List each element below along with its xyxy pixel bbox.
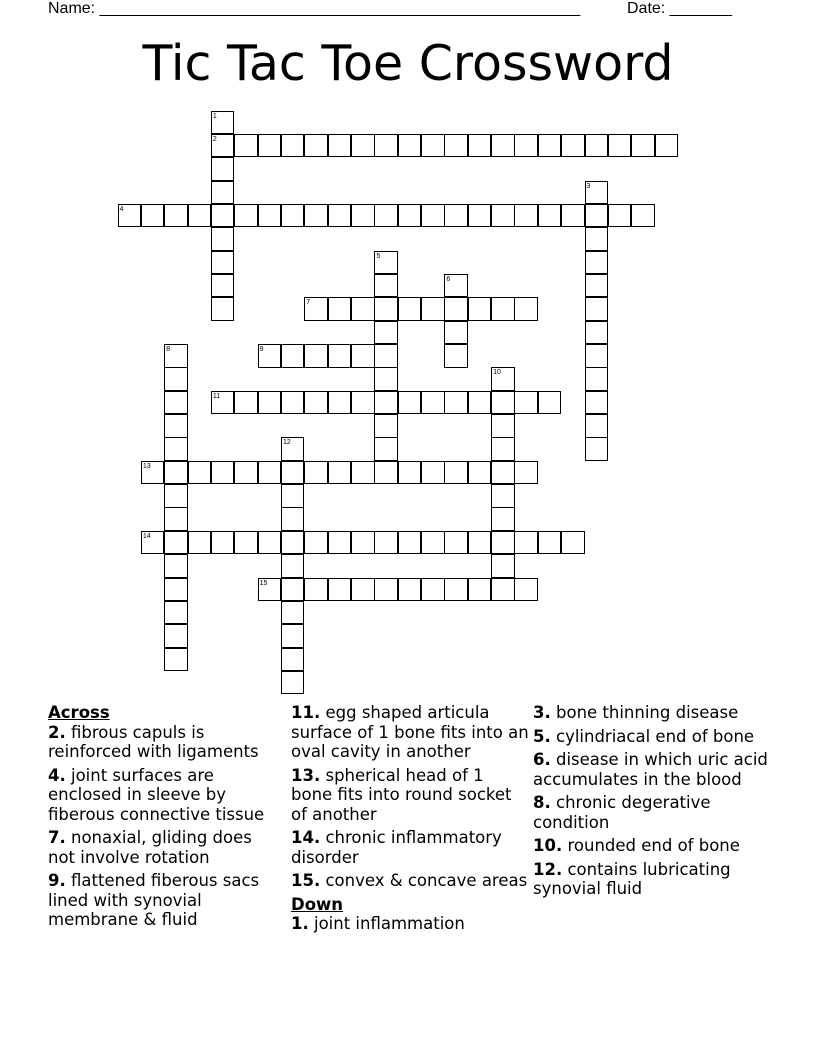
crossword-cell[interactable] [398, 391, 422, 415]
crossword-cell[interactable] [374, 578, 398, 602]
crossword-cell[interactable] [141, 204, 165, 228]
crossword-cell[interactable] [328, 391, 352, 415]
crossword-cell[interactable] [281, 671, 305, 695]
cell-number: 8 [166, 346, 171, 353]
crossword-cell[interactable] [491, 531, 515, 555]
crossword-cell[interactable] [491, 461, 515, 485]
crossword-cell[interactable] [421, 461, 445, 485]
crossword-cell[interactable] [421, 204, 445, 228]
name-field[interactable]: Name: ______________________________________________________ [48, 0, 581, 17]
crossword-cell[interactable] [514, 461, 538, 485]
crossword-cell[interactable] [281, 484, 305, 508]
crossword-cell[interactable] [491, 204, 515, 228]
crossword-cell[interactable] [444, 461, 468, 485]
crossword-cell[interactable] [398, 531, 422, 555]
crossword-cell[interactable] [164, 554, 188, 578]
clue-across-14: 14. chronic inflammatory disorder [291, 828, 502, 867]
crossword-cell[interactable] [585, 367, 609, 391]
crossword-cell[interactable] [444, 321, 468, 345]
crossword-cell[interactable] [164, 437, 188, 461]
crossword-cell[interactable] [468, 461, 492, 485]
clue-across-9: 9. flattened fiberous sacs lined with synovial membrane & fluid [48, 871, 260, 929]
cell-number: 5 [376, 252, 381, 260]
crossword-cell[interactable] [164, 624, 188, 648]
crossword-cell[interactable] [374, 344, 398, 368]
crossword-cell[interactable] [211, 251, 235, 275]
crossword-cell[interactable] [444, 297, 468, 321]
crossword-cell[interactable] [398, 297, 422, 321]
crossword-cell[interactable] [234, 204, 258, 228]
crossword-cell[interactable] [351, 461, 375, 485]
crossword-cell[interactable] [585, 437, 609, 461]
crossword-cell[interactable] [491, 484, 515, 508]
clues-column-2 [291, 703, 529, 938]
crossword-cell[interactable] [421, 391, 445, 415]
crossword-cell[interactable] [585, 204, 609, 228]
crossword-cell[interactable] [491, 297, 515, 321]
crossword-cell[interactable] [514, 204, 538, 228]
crossword-cell[interactable] [374, 321, 398, 345]
crossword-cell[interactable] [514, 391, 538, 415]
crossword-cell[interactable] [258, 531, 282, 555]
crossword-cell[interactable] [351, 531, 375, 555]
crossword-cell[interactable] [585, 134, 609, 158]
crossword-cell[interactable] [211, 181, 235, 205]
clue-down-5: 5. cylindriacal end of bone [533, 726, 755, 746]
crossword-cell[interactable] [164, 414, 188, 438]
crossword-cell[interactable] [211, 157, 235, 181]
crossword-cell[interactable] [164, 204, 188, 228]
crossword-cell[interactable] [328, 204, 352, 228]
clue-down-8: 8. chronic degerative condition [533, 793, 711, 832]
crossword-cell[interactable] [258, 134, 282, 158]
crossword-cell[interactable] [281, 391, 305, 415]
crossword-cell[interactable] [281, 554, 305, 578]
cell-number: 1 [212, 112, 217, 120]
crossword-cell[interactable] [561, 204, 585, 228]
crossword-cell[interactable] [421, 578, 445, 602]
crossword-cell[interactable] [585, 297, 609, 321]
down-heading: Down [291, 894, 344, 914]
crossword-cell[interactable] [328, 134, 352, 158]
crossword-cell[interactable] [188, 204, 212, 228]
crossword-cell[interactable] [585, 344, 609, 368]
crossword-cell[interactable] [655, 134, 679, 158]
clue-across-13: 13. spherical head of 1 bone fits into round socket of another [291, 765, 512, 824]
crossword-cell[interactable] [281, 344, 305, 368]
crossword-cell[interactable] [585, 274, 609, 298]
crossword-cell[interactable] [444, 204, 468, 228]
crossword-cell[interactable] [491, 414, 515, 438]
cell-number: 12 [282, 439, 291, 447]
crossword-cell[interactable] [328, 578, 352, 602]
crossword-cell[interactable] [491, 437, 515, 461]
crossword-cell[interactable] [188, 461, 212, 485]
cell-number: 15 [259, 579, 268, 587]
crossword-cell[interactable] [164, 648, 188, 672]
crossword-cell[interactable] [234, 531, 258, 555]
crossword-cell[interactable] [281, 134, 305, 158]
crossword-cell[interactable] [398, 134, 422, 158]
cell-number: 11 [212, 392, 221, 400]
crossword-cell[interactable] [398, 461, 422, 485]
crossword-cell[interactable] [164, 601, 188, 625]
crossword-cell[interactable] [444, 134, 468, 158]
clue-across-11: 11. egg shaped articula surface of 1 bone fits into an oval cavity in another [291, 703, 529, 761]
crossword-cell[interactable] [608, 204, 632, 228]
crossword-cell[interactable] [514, 531, 538, 555]
cell-number: 6 [446, 275, 451, 283]
crossword-cell[interactable] [281, 531, 305, 555]
crossword-cell[interactable] [421, 134, 445, 158]
crossword-cell[interactable] [211, 204, 235, 228]
crossword-cell[interactable] [444, 391, 468, 415]
crossword-cell[interactable] [538, 531, 562, 555]
crossword-cell[interactable] [631, 134, 655, 158]
crossword-cell[interactable] [328, 297, 352, 321]
across-heading: Across [48, 703, 110, 722]
crossword-cell[interactable] [491, 134, 515, 158]
crossword-cell[interactable] [351, 204, 375, 228]
crossword-cell[interactable] [608, 134, 632, 158]
clue-down-10: 10. rounded end of bone [533, 836, 740, 855]
crossword-cell[interactable] [304, 204, 328, 228]
crossword-cell[interactable] [468, 578, 492, 602]
page-title: Tic Tac Toe Crossword [142, 35, 674, 92]
crossword-cell[interactable] [444, 344, 468, 368]
crossword-cell[interactable] [164, 367, 188, 391]
crossword-cell[interactable] [211, 274, 235, 298]
crossword-cell[interactable] [398, 578, 422, 602]
crossword-cell[interactable] [328, 344, 352, 368]
crossword-cell[interactable] [585, 414, 609, 438]
crossword-cell[interactable] [538, 134, 562, 158]
crossword-cell[interactable] [304, 391, 328, 415]
crossword-cell[interactable] [351, 578, 375, 602]
crossword-cell[interactable] [211, 227, 235, 251]
crossword-cell[interactable] [351, 391, 375, 415]
crossword-cell[interactable] [561, 134, 585, 158]
crossword-cell[interactable] [211, 531, 235, 555]
clue-down-1: 1. joint inflammation [291, 914, 465, 933]
cell-number: 2 [212, 135, 217, 143]
crossword-cell[interactable] [234, 391, 258, 415]
crossword-cell[interactable] [374, 134, 398, 158]
cell-number: 10 [493, 369, 501, 377]
crossword-cell[interactable] [304, 344, 328, 368]
crossword-cell[interactable] [538, 204, 562, 228]
crossword-cell[interactable] [351, 344, 375, 368]
crossword-cell[interactable] [304, 134, 328, 158]
crossword-cell[interactable] [374, 391, 398, 415]
crossword-cell[interactable] [164, 578, 188, 602]
crossword-cell[interactable] [491, 391, 515, 415]
crossword-cell[interactable] [444, 578, 468, 602]
crossword-cell[interactable] [281, 601, 305, 625]
crossword-cell[interactable] [211, 297, 235, 321]
cell-number: 14 [142, 532, 151, 540]
crossword-cell[interactable] [351, 134, 375, 158]
crossword-cell[interactable] [164, 461, 188, 485]
crossword-cell[interactable] [281, 648, 305, 672]
crossword-cell[interactable] [585, 251, 609, 275]
crossword-cell[interactable] [164, 507, 188, 531]
crossword-cell[interactable] [374, 274, 398, 298]
crossword-cell[interactable] [281, 461, 305, 485]
crossword-cell[interactable] [514, 297, 538, 321]
crossword-cell[interactable] [631, 204, 655, 228]
clues-column-1 [48, 703, 284, 934]
crossword-cell[interactable] [491, 554, 515, 578]
crossword-cell[interactable] [281, 204, 305, 228]
cell-number: 4 [119, 205, 124, 213]
crossword-cell[interactable] [468, 204, 492, 228]
crossword-cell[interactable] [351, 297, 375, 321]
crossword-cell[interactable] [304, 578, 328, 602]
clue-across-4: 4. joint surfaces are enclosed in sleeve by fiberous connective tissue [48, 765, 265, 824]
crossword-cell[interactable] [421, 297, 445, 321]
crossword-cell[interactable] [374, 367, 398, 391]
crossword-cell[interactable] [281, 507, 305, 531]
clue-across-2: 2. fibrous capuls is reinforced with ligaments [48, 722, 259, 761]
crossword-cell[interactable] [585, 391, 609, 415]
crossword-cell[interactable] [444, 531, 468, 555]
crossword-cell[interactable] [491, 507, 515, 531]
crossword-cell[interactable] [281, 624, 305, 648]
crossword-cell[interactable] [398, 204, 422, 228]
crossword-cell[interactable] [585, 321, 609, 345]
clues-column-3 [533, 703, 773, 903]
crossword-cell[interactable] [491, 578, 515, 602]
crossword-cell[interactable] [328, 461, 352, 485]
crossword-cell[interactable] [281, 578, 305, 602]
crossword-cell[interactable] [304, 531, 328, 555]
clue-across-15: 15. convex & concave areas [291, 871, 528, 890]
crossword-cell[interactable] [585, 227, 609, 251]
crossword-cell[interactable] [514, 578, 538, 602]
crossword-cell[interactable] [468, 391, 492, 415]
crossword-cell[interactable] [374, 204, 398, 228]
crossword-cell[interactable] [468, 134, 492, 158]
crossword-cell[interactable] [234, 461, 258, 485]
crossword-cell[interactable] [514, 134, 538, 158]
crossword-cell[interactable] [374, 461, 398, 485]
crossword-cell[interactable] [468, 531, 492, 555]
crossword-cell[interactable] [258, 391, 282, 415]
date-field[interactable]: Date: _______ [627, 0, 732, 17]
crossword-cell[interactable] [234, 134, 258, 158]
crossword-cell[interactable] [164, 484, 188, 508]
cell-number: 9 [259, 346, 264, 353]
clue-across-7: 7. nonaxial, gliding does not involve rotation [48, 828, 252, 867]
crossword-cell[interactable] [188, 531, 212, 555]
crossword-cell[interactable] [164, 391, 188, 415]
crossword-cell[interactable] [421, 531, 445, 555]
clue-down-3: 3. bone thinning disease [533, 703, 739, 722]
crossword-cell[interactable] [304, 461, 328, 485]
crossword-cell[interactable] [374, 531, 398, 555]
crossword-cell[interactable] [328, 531, 352, 555]
crossword-cell[interactable] [468, 297, 492, 321]
crossword-cell[interactable] [561, 531, 585, 555]
clue-down-6: 6. disease in which uric acid accumulates in the blood [533, 750, 768, 789]
crossword-cell[interactable] [538, 391, 562, 415]
crossword-cell[interactable] [374, 297, 398, 321]
crossword-cell[interactable] [374, 437, 398, 461]
clue-down-12: 12. contains lubricating synovial fluid [533, 859, 731, 898]
cell-number: 3 [586, 182, 591, 190]
crossword-cell[interactable] [374, 414, 398, 438]
crossword-cell[interactable] [258, 461, 282, 485]
crossword-cell[interactable] [164, 531, 188, 555]
cell-number: 13 [142, 462, 151, 470]
crossword-cell[interactable] [211, 461, 235, 485]
cell-number: 7 [306, 299, 311, 307]
crossword-cell[interactable] [258, 204, 282, 228]
